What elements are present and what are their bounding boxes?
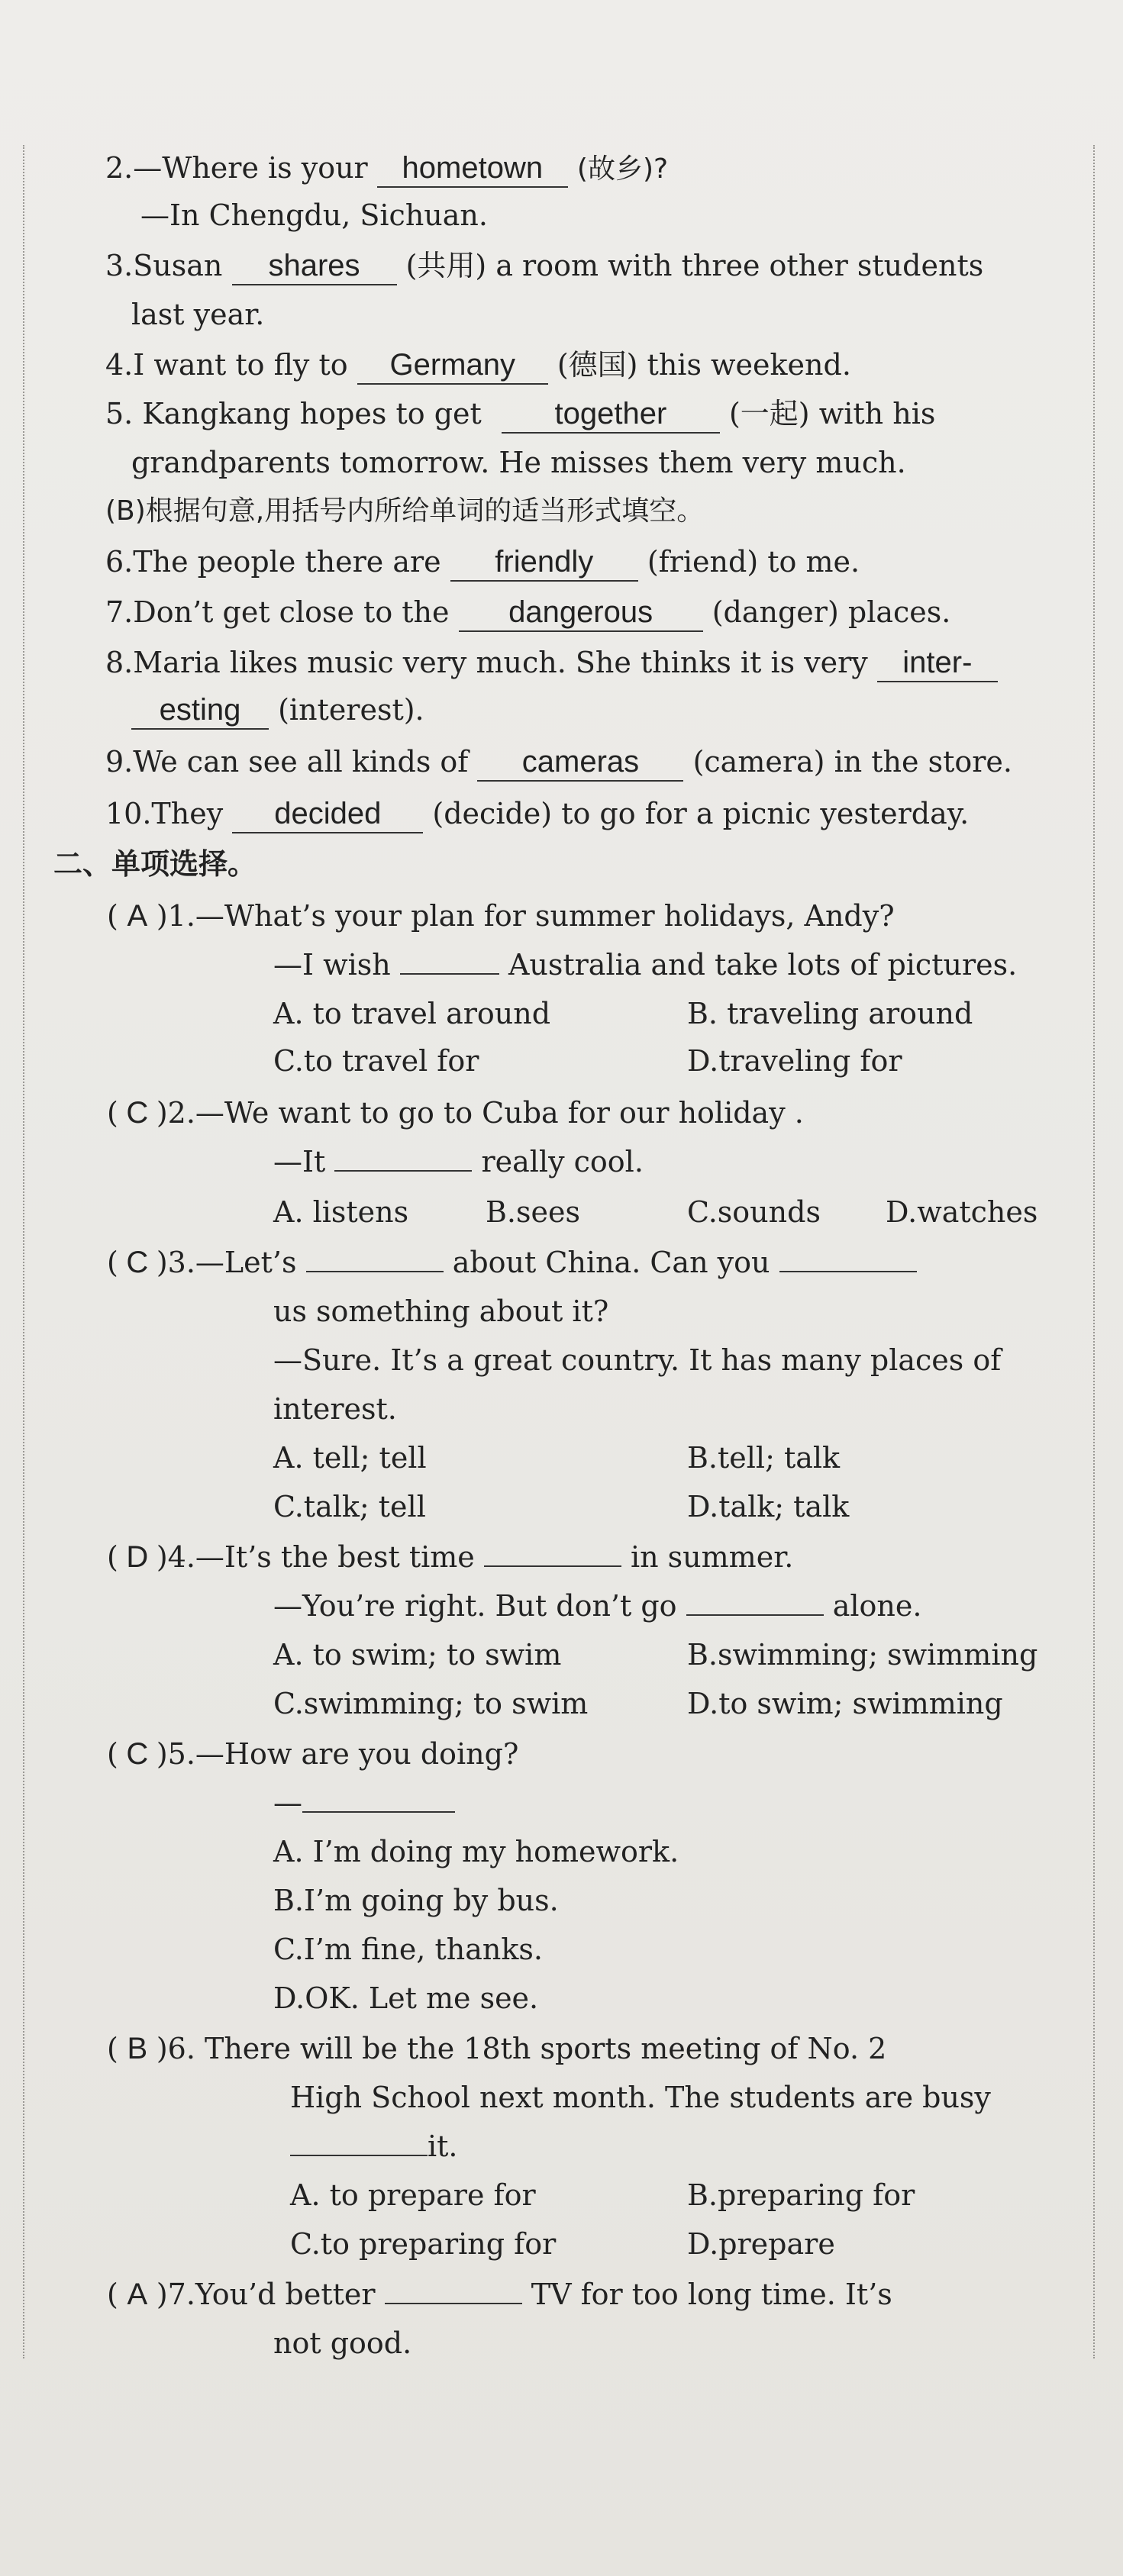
mc-question-2 (107, 1090, 804, 1136)
mc6-stem-1: 6. There will be the 18th sports meeting of No. 2 (167, 2032, 887, 2065)
mc2-option-b: B.sees (486, 1195, 580, 1229)
q2-hint: (故乡)? (576, 153, 669, 185)
mc1-option-d: D.traveling for (687, 1044, 902, 1078)
mc-question-6 (107, 2026, 886, 2071)
mc5-reply (273, 1780, 455, 1826)
mc3-stem-a: 3.—Let’s (167, 1246, 297, 1279)
mc6-option-a: A. to prepare for (290, 2178, 536, 2212)
mc7-blank (385, 2275, 522, 2304)
mc2-stem: 2.—We want to go to Cuba for our holiday . (167, 1096, 804, 1130)
question-4 (105, 342, 851, 388)
q4-hint: (德国) this weekend. (557, 348, 851, 382)
q7-text: 7.Don’t get close to the (105, 595, 450, 629)
q9-hint: (camera) in the store. (692, 745, 1012, 779)
mc7-stem-b: TV for too long time. It’s (531, 2278, 892, 2311)
paren-open: ( (107, 1246, 118, 1279)
mc2-blank (334, 1143, 472, 1172)
section-b-heading: (B)根据句意,用括号内所给单词的适当形式填空。 (105, 495, 705, 527)
mc4-reply-a: —You’re right. But don’t go (273, 1589, 677, 1623)
q7-answer: dangerous (459, 594, 703, 632)
q4-text: 4.I want to fly to (105, 348, 348, 382)
mc7-stem-2: not good. (273, 2326, 412, 2360)
mc6-stem-3: it. (428, 2129, 458, 2163)
q2-text: 2.—Where is your (105, 151, 368, 185)
q2-reply: —In Chengdu, Sichuan. (140, 198, 488, 232)
mc3-blank-1 (306, 1243, 444, 1272)
q9-answer: cameras (477, 743, 683, 782)
mc1-line2-a: —I wish (273, 948, 391, 982)
mc-question-3 (107, 1240, 917, 1285)
paren-close: ) (156, 1540, 168, 1574)
paren-open: ( (107, 2278, 118, 2311)
mc1-answer: A (127, 899, 148, 933)
question-10 (105, 791, 969, 837)
q5-answer: together (502, 395, 720, 434)
paren-close: ) (156, 2278, 168, 2311)
q2-answer: hometown (377, 150, 568, 188)
mc4-reply-b: alone. (832, 1589, 922, 1623)
mc5-option-c: C.I’m fine, thanks. (273, 1933, 543, 1966)
mc5-reply-dash: — (273, 1786, 302, 1820)
mc6-blank (290, 2127, 428, 2156)
mc2-option-d: D.watches (886, 1195, 1038, 1229)
mc3-reply-1: —Sure. It’s a great country. It has many places of (273, 1343, 1002, 1377)
q8-text: 8.Maria likes music very much. She thinks it is very (105, 646, 868, 679)
paren-open: ( (107, 1540, 118, 1574)
q3-text: 3.Susan (105, 249, 223, 282)
q7-hint: (danger) places. (712, 595, 951, 629)
question-8 (105, 640, 998, 685)
mc-question-7 (107, 2271, 892, 2317)
q10-answer: decided (232, 795, 423, 833)
mc4-stem-b: in summer. (630, 1540, 794, 1574)
section-2-heading: 二、单项选择。 (53, 847, 257, 881)
mc6-option-d: D.prepare (687, 2227, 835, 2261)
mc2-option-a: A. listens (273, 1195, 409, 1229)
mc3-continued: us something about it? (273, 1294, 609, 1328)
paren-open: ( (107, 2032, 118, 2065)
q10-text: 10.They (105, 797, 224, 830)
mc3-option-c: C.talk; tell (273, 1490, 426, 1523)
mc4-stem-a: 4.—It’s the best time (167, 1540, 475, 1574)
mc6-option-c: C.to preparing for (290, 2227, 557, 2261)
mc-question-4 (107, 1534, 793, 1580)
q3-hint: (共用) a room with three other students (405, 249, 984, 282)
mc2-line2-b: really cool. (481, 1145, 644, 1178)
mc1-option-c: C.to travel for (273, 1044, 479, 1078)
question-9 (105, 739, 1012, 785)
mc6-answer: B (127, 2032, 148, 2065)
mc4-reply (273, 1583, 921, 1629)
q6-text: 6.The people there are (105, 545, 441, 579)
paren-close: ) (156, 1737, 168, 1771)
mc4-option-b: B.swimming; swimming (687, 1638, 1038, 1672)
mc4-option-d: D.to swim; swimming (687, 1687, 1003, 1720)
mc7-answer: A (127, 2278, 148, 2311)
mc4-option-c: C.swimming; to swim (273, 1687, 589, 1720)
mc5-stem: 5.—How are you doing? (167, 1737, 519, 1771)
mc2-line2-a: —It (273, 1145, 326, 1178)
q8-hint: (interest). (278, 693, 424, 727)
mc3-stem-b: about China. Can you (452, 1246, 770, 1279)
q6-answer: friendly (450, 543, 638, 582)
paren-open: ( (107, 1737, 118, 1771)
left-margin-rule (23, 145, 24, 2358)
mc5-option-d: D.OK. Let me see. (273, 1981, 539, 2015)
mc3-blank-2 (779, 1243, 917, 1272)
mc2-line2 (273, 1139, 644, 1185)
mc3-reply-2: interest. (273, 1392, 397, 1426)
paren-open: ( (107, 899, 118, 933)
mc7-stem-a: 7.You’d better (167, 2278, 376, 2311)
mc4-option-a: A. to swim; to swim (273, 1638, 562, 1672)
mc3-option-d: D.talk; talk (687, 1490, 850, 1523)
mc1-blank (400, 946, 499, 975)
mc-question-5 (107, 1731, 518, 1777)
mc1-stem: 1.—What’s your plan for summer holidays, Andy? (167, 899, 895, 933)
mc4-answer: D (126, 1540, 149, 1574)
mc2-option-c: C.sounds (687, 1195, 821, 1229)
mc1-option-a: A. to travel around (273, 997, 551, 1030)
mc5-option-b: B.I’m going by bus. (273, 1884, 559, 1917)
mc-question-1 (107, 893, 895, 939)
paren-close: ) (156, 899, 168, 933)
mc5-blank (302, 1784, 455, 1813)
mc5-option-a: A. I’m doing my homework. (273, 1835, 679, 1868)
q3-answer: shares (232, 247, 397, 285)
q3-continued: last year. (131, 298, 265, 331)
mc1-line2-b: Australia and take lots of pictures. (508, 948, 1018, 982)
q10-hint: (decide) to go for a picnic yesterday. (432, 797, 970, 830)
q5-text: 5. Kangkang hopes to get (105, 397, 482, 430)
q9-text: 9.We can see all kinds of (105, 745, 469, 779)
paren-close: ) (156, 1246, 168, 1279)
mc3-option-b: B.tell; talk (687, 1441, 841, 1475)
q8-answer-part1: inter- (877, 644, 998, 682)
question-3 (105, 243, 983, 289)
mc4-blank-2 (686, 1587, 824, 1616)
paren-close: ) (156, 2032, 168, 2065)
question-5 (105, 391, 935, 437)
mc2-answer: C (126, 1096, 149, 1130)
q6-hint: (friend) to me. (647, 545, 860, 579)
paren-open: ( (107, 1096, 118, 1130)
question-2 (105, 145, 668, 191)
mc6-stem-2: High School next month. The students are busy (290, 2081, 991, 2114)
q4-answer: Germany (357, 347, 548, 385)
question-7 (105, 589, 950, 635)
q5-continued: grandparents tomorrow. He misses them very much. (131, 446, 906, 479)
mc6-option-b: B.preparing for (687, 2178, 915, 2212)
mc6-stem-3-wrap (290, 2123, 458, 2169)
mc3-option-a: A. tell; tell (273, 1441, 427, 1475)
mc5-answer: C (126, 1737, 149, 1771)
question-6 (105, 539, 860, 585)
mc3-answer: C (126, 1246, 149, 1279)
q8-answer-part2: esting (131, 692, 269, 730)
paren-close: ) (156, 1096, 168, 1130)
right-margin-rule (1093, 145, 1095, 2358)
q8-continued (131, 687, 424, 733)
mc1-line2 (273, 942, 1017, 988)
q5-hint: (一起) with his (728, 397, 936, 430)
mc4-blank-1 (484, 1538, 621, 1567)
mc1-option-b: B. traveling around (687, 997, 973, 1030)
